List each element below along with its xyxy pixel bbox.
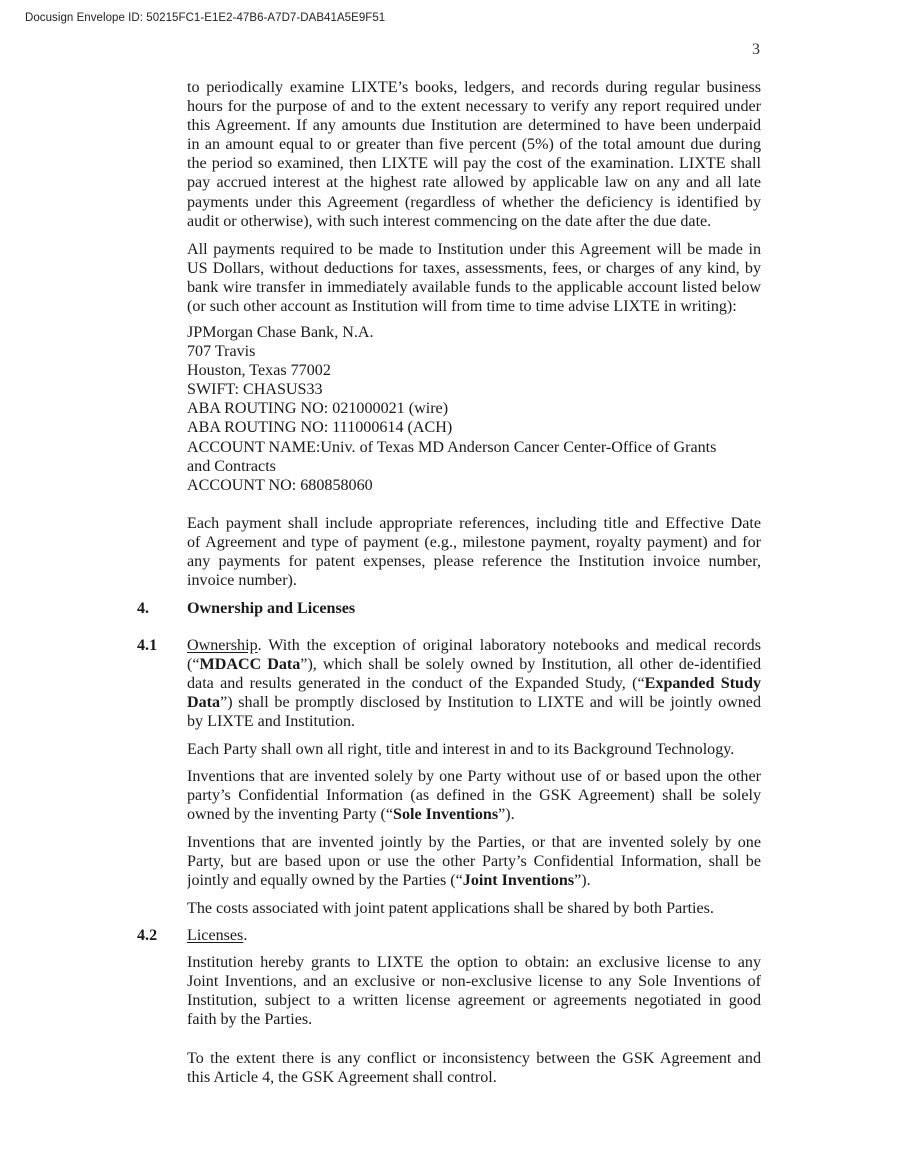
- text-run: ”).: [574, 872, 591, 890]
- section-4-1-number: 4.1: [137, 637, 158, 654]
- sole-inventions-paragraph: [187, 767, 761, 824]
- text-line: [187, 693, 761, 712]
- text-line: [187, 655, 761, 674]
- text-run: owned by the inventing Party (“: [187, 806, 394, 824]
- joint-inventions-paragraph: [187, 833, 761, 890]
- text-line: any payments for patent expenses, please reference the Institution invoice number,: [187, 553, 761, 571]
- defined-term-joint-inventions: Joint Inventions: [462, 872, 575, 890]
- bank-details: [187, 323, 761, 495]
- text-line: faith by the Parties.: [187, 1011, 313, 1029]
- text-line: US Dollars, without deductions for taxes, assessments, fees, or charges of any kind, by: [187, 260, 761, 278]
- text-run: .: [243, 927, 248, 944]
- text-line: The costs associated with joint patent applications shall be shared by both Parties.: [187, 900, 714, 917]
- defined-term-data: Data: [187, 694, 221, 712]
- section-4-2-number: 4.2: [137, 927, 158, 944]
- text-line: Joint Inventions, and an exclusive or non-exclusive license to any Sole Inventions of: [187, 973, 761, 991]
- text-line: party’s Confidential Information (as defined in the GSK Agreement) shall be solely: [187, 787, 761, 805]
- ownership-paragraph: [187, 636, 761, 731]
- licenses-label: Licenses: [187, 927, 244, 944]
- audit-paragraph: [187, 78, 761, 231]
- text-line: Each Party shall own all right, title and interest in and to its Background Technology.: [187, 741, 735, 758]
- text-line: Institution, subject to a written license agreement or agreements negotiated in good: [187, 992, 761, 1010]
- swift-code: SWIFT: CHASUS33: [187, 381, 323, 399]
- text-line: payments under this Agreement (regardless of whether the deficiency is identified by: [187, 193, 761, 211]
- bank-name: JPMorgan Chase Bank, N.A.: [187, 324, 374, 341]
- routing-ach: ABA ROUTING NO: 111000614 (ACH): [187, 419, 453, 437]
- text-line: Institution hereby grants to LIXTE the option to obtain: an exclusive license to any: [187, 954, 761, 971]
- routing-wire: ABA ROUTING NO: 021000021 (wire): [187, 400, 449, 418]
- text-line: this Agreement. If any amounts due Institution are determined to have been underpaid: [187, 117, 761, 135]
- defined-term-mdacc-data: MDACC Data: [199, 656, 301, 674]
- page-number: 3: [752, 41, 760, 58]
- text-run: data and results generated in the conduct of the Expanded Study, (“: [187, 675, 645, 693]
- text-line: [187, 674, 761, 693]
- text-line: [187, 636, 761, 655]
- defined-term-expanded-study: Expanded Study: [644, 675, 761, 693]
- text-line: invoice number).: [187, 572, 297, 590]
- text-line: [187, 805, 761, 824]
- text-line: All payments required to be made to Institution under this Agreement will be made in: [187, 241, 761, 258]
- text-run: ”).: [498, 806, 515, 824]
- text-run: jointly and equally owned by the Parties (“: [187, 872, 463, 890]
- text-line: To the extent there is any conflict or inconsistency between the GSK Agreement and: [187, 1050, 761, 1067]
- section-4-title: Ownership and Licenses: [187, 600, 356, 617]
- section-4-number: 4.: [137, 600, 150, 617]
- text-run: . With the exception of original laboratory notebooks and medical records: [257, 637, 761, 654]
- text-line: Inventions that are invented solely by one Party without use of or based upon the other: [187, 768, 761, 785]
- text-line: this Article 4, the GSK Agreement shall control.: [187, 1069, 497, 1087]
- text-line: of Agreement and type of payment (e.g., milestone payment, royalty payment) and for: [187, 534, 761, 552]
- references-paragraph: [187, 514, 761, 590]
- bank-street: 707 Travis: [187, 343, 256, 361]
- text-line: Each payment shall include appropriate references, including title and Effective Date: [187, 515, 761, 532]
- text-line: the period so examined, then LIXTE will pay the cost of the examination. LIXTE shall: [187, 155, 761, 173]
- docusign-envelope-id: Docusign Envelope ID: 50215FC1-E1E2-47B6-A7D7-DAB41A5E9F51: [25, 12, 386, 24]
- licenses-heading: [187, 926, 247, 945]
- license-grant-paragraph: [187, 953, 761, 1029]
- text-line: pay accrued interest at the highest rate allowed by applicable law on any and all late: [187, 174, 761, 192]
- bank-city: Houston, Texas 77002: [187, 362, 331, 380]
- text-line: audit or otherwise), with such interest commencing on the date after the due date.: [187, 212, 712, 230]
- text-run: ”), which shall be solely owned by Institution, all other de-identified: [300, 656, 761, 674]
- text-line: in an amount equal to or greater than five percent (5%) of the total amount due during: [187, 136, 761, 154]
- background-technology-paragraph: [187, 740, 761, 759]
- text-line: Inventions that are invented jointly by the Parties, or that are invented solely by one: [187, 834, 761, 851]
- defined-term-sole-inventions: Sole Inventions: [393, 806, 499, 824]
- text-line: (or such other account as Institution will from time to time advise LIXTE in writing):: [187, 298, 737, 316]
- conflict-paragraph: [187, 1049, 761, 1087]
- patent-costs-paragraph: [187, 899, 761, 918]
- account-name: ACCOUNT NAME:Univ. of Texas MD Anderson Cancer Center-Office of Grants: [187, 438, 717, 456]
- text-line: hours for the purpose of and to the extent necessary to verify any report required under: [187, 98, 761, 116]
- text-line: Party, but are based upon or use the other Party’s Confidential Information, shall be: [187, 853, 761, 871]
- text-line: by LIXTE and Institution.: [187, 713, 356, 731]
- account-number: ACCOUNT NO: 680858060: [187, 476, 373, 494]
- text-run: (“: [187, 656, 200, 674]
- ownership-heading: Ownership: [187, 637, 258, 654]
- text-run: ”) shall be promptly disclosed by Institution to LIXTE and will be jointly owned: [220, 694, 761, 712]
- payments-paragraph: [187, 240, 761, 316]
- account-name-cont: and Contracts: [187, 457, 276, 475]
- text-line: [187, 871, 761, 890]
- text-line: bank wire transfer in immediately available funds to the applicable account listed below: [187, 279, 761, 297]
- text-line: to periodically examine LIXTE’s books, ledgers, and records during regular business: [187, 79, 761, 96]
